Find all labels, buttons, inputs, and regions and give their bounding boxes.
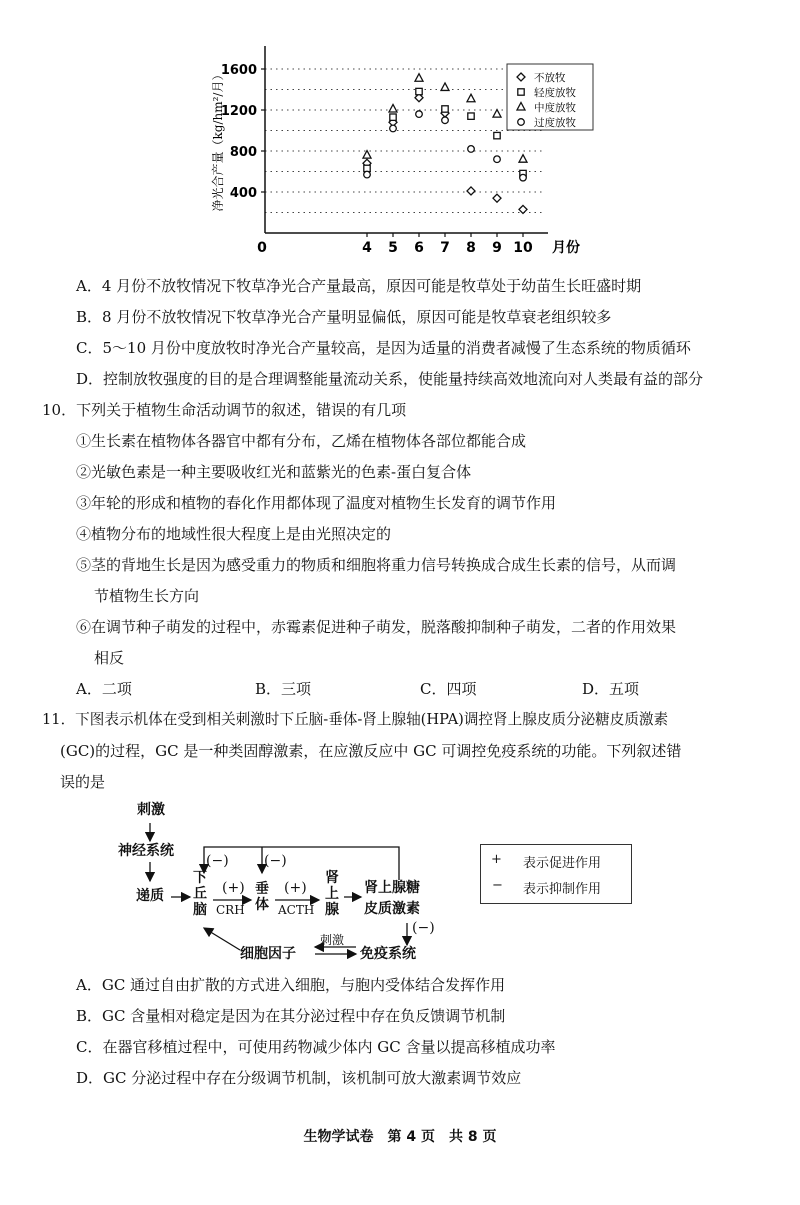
data-point-circle bbox=[416, 111, 423, 118]
legend-label: 不放牧 bbox=[534, 72, 566, 84]
diagram-plus-2: (+) bbox=[284, 880, 307, 896]
diagram-nervous-system: 神经系统 bbox=[118, 843, 174, 859]
diagram-immune: 免疫系统 bbox=[360, 946, 416, 962]
data-point-triangle bbox=[441, 83, 449, 91]
diagram-minus-1: (−) bbox=[206, 853, 229, 869]
data-point-diamond bbox=[467, 187, 475, 195]
diagram-minus-3: (−) bbox=[412, 920, 435, 936]
y-tick-label: 1200 bbox=[220, 104, 257, 119]
diagram-stimulus: 刺激 bbox=[137, 802, 165, 818]
q11-stem-3: 误的是 bbox=[60, 773, 106, 791]
q11-option-c: C．在器官移植过程中，可使用药物减少体内 GC 含量以提高移植成功率 bbox=[76, 1038, 556, 1056]
diagram-adrenal: 肾上腺 bbox=[325, 870, 339, 918]
x-tick-label: 6 bbox=[414, 240, 424, 256]
q10-item-1: ①生长素在植物体各器官中都有分布，乙烯在植物体各部位都能合成 bbox=[76, 432, 527, 450]
x-tick-label: 5 bbox=[388, 240, 398, 256]
diagram-gc-line2: 皮质激素 bbox=[364, 901, 420, 917]
arrow-cytokine-hypothalamus bbox=[204, 928, 240, 950]
x-tick-label: 7 bbox=[440, 240, 450, 256]
q9-option-c: C．5～10 月份中度放牧时净光合产量较高，是因为适量的消费者减慢了生态系统的物质循环 bbox=[76, 339, 691, 357]
data-point-triangle bbox=[415, 74, 423, 82]
legend-minus-text: 表示抑制作用 bbox=[523, 882, 602, 897]
x-tick-label: 10 bbox=[513, 240, 533, 256]
data-point-circle bbox=[442, 117, 449, 124]
q10-item-5: ⑤茎的背地生长是因为感受重力的物质和细胞将重力信号转换成合成生长素的信号，从而调 bbox=[76, 556, 677, 574]
legend-minus-symbol: − bbox=[492, 878, 503, 893]
q11-stem-2: (GC)的过程，GC 是一种类固醇激素，在应激反应中 GC 可调控免疫系统的功能。下列叙述错 bbox=[60, 742, 682, 760]
q11-stem-1: 11．下图表示机体在受到相关刺激时下丘脑-垂体-肾上腺轴(HPA)调控肾上腺皮质分泌糖皮质激素 bbox=[42, 711, 669, 728]
data-point-diamond bbox=[493, 194, 501, 202]
y-tick-labels bbox=[221, 63, 265, 201]
q9-option-d: D．控制放牧强度的目的是合理调整能量流动关系，使能量持续高效地流向对人类最有益的部分 bbox=[76, 370, 704, 388]
data-point-circle bbox=[390, 125, 397, 132]
y-tick-label: 800 bbox=[229, 145, 257, 160]
legend-marker-circle bbox=[518, 119, 525, 126]
data-point-square bbox=[390, 114, 396, 120]
x-tick-labels bbox=[362, 233, 533, 256]
diagram-gc-line1: 肾上腺糖 bbox=[364, 880, 420, 896]
x-tick-label: 8 bbox=[466, 240, 476, 256]
data-point-diamond bbox=[519, 205, 527, 213]
q10-item-5-cont: 节植物生长方向 bbox=[94, 587, 200, 605]
origin-label: 0 bbox=[257, 240, 267, 256]
diagram-plus-1: (+) bbox=[222, 880, 245, 896]
data-point-circle bbox=[494, 156, 501, 163]
legend-plus-symbol: + bbox=[491, 852, 502, 867]
y-axis-label: 净光合产量（kg/hm²/月） bbox=[211, 68, 225, 212]
feedback-line bbox=[204, 847, 399, 880]
data-point-triangle bbox=[389, 104, 397, 112]
x-axis-label: 月份 bbox=[552, 240, 580, 256]
diagram-pituitary: 垂体 bbox=[255, 881, 269, 913]
q11-option-a: A．GC 通过自由扩散的方式进入细胞，与胞内受体结合发挥作用 bbox=[76, 976, 506, 994]
q9-option-b: B．8 月份不放牧情况下牧草净光合产量明显偏低，原因可能是牧草衰老组织较多 bbox=[76, 308, 612, 326]
y-tick-label: 400 bbox=[229, 186, 257, 201]
data-point-circle bbox=[468, 146, 475, 153]
q9-option-a: A．4 月份不放牧情况下牧草净光合产量最高，原因可能是牧草处于幼苗生长旺盛时期 bbox=[76, 277, 642, 295]
legend-label: 过度放牧 bbox=[534, 117, 576, 129]
q10-item-4: ④植物分布的地域性很大程度上是由光照决定的 bbox=[76, 525, 392, 543]
q10-item-3: ③年轮的形成和植物的春化作用都体现了温度对植物生长发育的调节作用 bbox=[76, 494, 557, 512]
legend-label: 轻度放牧 bbox=[534, 87, 576, 99]
q10-item-6-cont: 相反 bbox=[94, 649, 125, 667]
q11-option-d: D．GC 分泌过程中存在分级调节机制，该机制可放大激素调节效应 bbox=[76, 1069, 522, 1087]
legend-label: 中度放牧 bbox=[534, 102, 576, 114]
data-point-square bbox=[468, 113, 474, 119]
diagram-acth: ACTH bbox=[278, 903, 315, 917]
scatter-chart bbox=[0, 0, 800, 270]
chart-grid bbox=[265, 69, 545, 213]
y-tick-label: 1600 bbox=[220, 63, 257, 78]
diagram-cytokine: 细胞因子 bbox=[240, 946, 296, 962]
q10-item-6: ⑥在调节种子萌发的过程中，赤霉素促进种子萌发，脱落酸抑制种子萌发，二者的作用效果 bbox=[76, 618, 677, 636]
data-point-circle bbox=[364, 171, 371, 178]
q11-option-b: B．GC 含量相对稳定是因为在其分泌过程中存在负反馈调节机制 bbox=[76, 1007, 506, 1025]
diagram-stimulus-2: 刺激 bbox=[320, 933, 345, 947]
diagram-transmitter: 递质 bbox=[136, 888, 164, 904]
data-point-triangle bbox=[363, 151, 371, 159]
data-point-square bbox=[442, 106, 448, 112]
q10-option-a: A．二项 bbox=[76, 680, 132, 698]
legend-marker-square bbox=[518, 89, 524, 95]
page-footer: 生物学试卷 第 4 页 共 8 页 bbox=[303, 1129, 497, 1145]
data-point-circle bbox=[520, 174, 527, 181]
x-tick-label: 9 bbox=[492, 240, 502, 256]
diagram-crh: CRH bbox=[216, 903, 245, 917]
q10-option-b: B．三项 bbox=[255, 680, 312, 698]
data-point-triangle bbox=[493, 110, 501, 118]
legend-plus-text: 表示促进作用 bbox=[523, 856, 602, 871]
diagram-hypothalamus: 下丘脑 bbox=[193, 870, 207, 918]
q10-option-c: C．四项 bbox=[420, 680, 477, 698]
q10-option-d: D．五项 bbox=[582, 680, 640, 698]
x-tick-label: 4 bbox=[362, 240, 372, 256]
q10-stem: 10．下列关于植物生命活动调节的叙述，错误的有几项 bbox=[42, 401, 407, 419]
diagram-minus-2: (−) bbox=[264, 853, 287, 869]
data-point-triangle bbox=[519, 155, 527, 163]
q10-item-2: ②光敏色素是一种主要吸收红光和蓝紫光的色素-蛋白复合体 bbox=[76, 463, 472, 481]
data-point-square bbox=[494, 132, 500, 138]
data-point-square bbox=[416, 88, 422, 94]
data-point-triangle bbox=[467, 94, 475, 102]
